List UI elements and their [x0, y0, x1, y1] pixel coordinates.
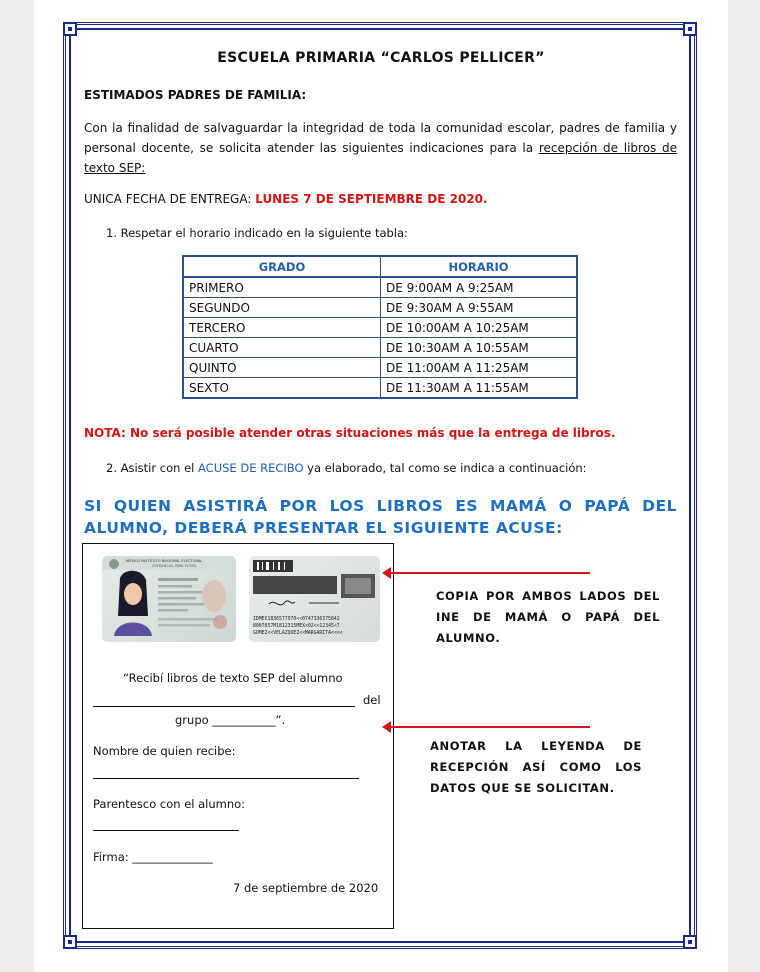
arrow-left-icon	[388, 726, 590, 728]
ine-back-image	[249, 556, 380, 642]
ine-back-mrz2: 8007057M1812315MEX<02<<12345<7	[253, 624, 340, 629]
step-1: 1. Respetar el horario indicado en la siguiente tabla:	[106, 226, 408, 240]
intro-paragraph	[84, 118, 677, 178]
side-note-copy-line: COPIA POR AMBOS LADOS DEL	[436, 589, 660, 603]
greeting: ESTIMADOS PADRES DE FAMILIA:	[84, 88, 307, 102]
receiver-name-line	[93, 778, 359, 779]
ine-back-mrz3: GOMEZ<<VELAZQUEZ<<MARGARITA<<<<	[253, 631, 343, 636]
grade-cell: CUARTO	[183, 338, 381, 358]
step-2	[106, 461, 587, 475]
acuse-quote: “Recibí libros de texto SEP del alumno	[123, 671, 343, 685]
grade-cell: SEGUNDO	[183, 298, 381, 318]
step2-prefix: 2. Asistir con el	[106, 461, 198, 475]
acuse-nombre-label: Nombre de quien recibe:	[93, 744, 236, 758]
delivery-date-value: LUNES 7 DE SEPTIEMBRE DE 2020.	[255, 192, 488, 206]
step2-highlight: ACUSE DE RECIBO	[198, 461, 304, 475]
delivery-date	[84, 192, 488, 206]
schedule-table	[182, 255, 578, 399]
ine-front-image	[102, 556, 236, 642]
side-note-copy-line: INE DE MAMÁ O PAPÁ DEL	[436, 610, 660, 624]
corner-ornament-bl	[63, 935, 77, 949]
arrow-left-icon	[388, 572, 590, 574]
corner-ornament-br	[683, 935, 697, 949]
grade-cell: TERCERO	[183, 318, 381, 338]
ine-front-line2: CREDENCIAL PARA VOTAR	[152, 564, 196, 568]
table-row	[183, 358, 577, 378]
ine-back-mrz1: IDMEX1836577970<<0747336375842	[253, 617, 340, 622]
ine-front-graphic	[102, 556, 236, 642]
side-note-annotate-line: ANOTAR LA LEYENDA DE	[430, 739, 642, 753]
table-row	[183, 277, 577, 298]
corner-ornament-tr	[683, 22, 697, 36]
time-cell: DE 11:30AM A 11:55AM	[381, 378, 578, 399]
side-note-copy-line: ALUMNO.	[436, 631, 501, 645]
time-cell: DE 9:00AM A 9:25AM	[381, 277, 578, 298]
grade-cell: QUINTO	[183, 358, 381, 378]
student-name-line	[93, 706, 355, 707]
acuse-form	[82, 543, 394, 929]
ine-front-line1: MÉXICO INSTITUTO NACIONAL ELECTORAL	[126, 559, 203, 563]
side-note-copy	[436, 586, 660, 649]
schedule-header-time: HORARIO	[381, 256, 578, 277]
time-cell: DE 10:00AM A 10:25AM	[381, 318, 578, 338]
table-row	[183, 318, 577, 338]
acuse-grupo: grupo ___________”.	[175, 713, 286, 727]
note: NOTA: No será posible atender otras situaciones más que la entrega de libros.	[84, 426, 616, 440]
schedule-header-row	[183, 256, 577, 277]
school-title: ESCUELA PRIMARIA “CARLOS PELLICER”	[217, 50, 545, 66]
intro-text: Con la finalidad de salvaguardar la integridad de toda la comunidad escolar, padres de familia y personal docente, se solicita atender las siguientes indicaciones para la	[84, 121, 677, 155]
instruction-heading-line1: SI QUIEN ASISTIRÁ POR LOS LIBROS ES MAMÁ O PAPÁ DEL	[84, 497, 677, 515]
table-row	[183, 378, 577, 399]
acuse-fecha: 7 de septiembre de 2020	[233, 881, 379, 895]
time-cell: DE 10:30AM A 10:55AM	[381, 338, 578, 358]
acuse-firma: Firma: ______________	[93, 850, 213, 864]
side-note-annotate	[430, 736, 642, 799]
table-row	[183, 338, 577, 358]
acuse-parentesco-label: Parentesco con el alumno:	[93, 797, 246, 811]
side-note-annotate-line: RECEPCIÓN ASÍ COMO LOS	[430, 760, 642, 774]
side-note-annotate-line: DATOS QUE SE SOLICITAN.	[430, 781, 615, 795]
time-cell: DE 11:00AM A 11:25AM	[381, 358, 578, 378]
ine-back-graphic	[249, 556, 380, 642]
step2-suffix: ya elaborado, tal como se indica a continuación:	[303, 461, 587, 475]
delivery-label: UNICA FECHA DE ENTREGA:	[84, 192, 256, 206]
grade-cell: PRIMERO	[183, 277, 381, 298]
intro-underlined: recepción de libros de texto SEP:	[84, 141, 677, 175]
relationship-line	[93, 830, 239, 831]
instruction-heading-line2: ALUMNO, DEBERÁ PRESENTAR EL SIGUIENTE ACUSE:	[84, 519, 563, 537]
corner-ornament-tl	[63, 22, 77, 36]
grade-cell: SEXTO	[183, 378, 381, 399]
time-cell: DE 9:30AM A 9:55AM	[381, 298, 578, 318]
document-page	[34, 0, 728, 972]
table-row	[183, 298, 577, 318]
schedule-header-grade: GRADO	[183, 256, 381, 277]
acuse-del: del	[363, 693, 381, 707]
